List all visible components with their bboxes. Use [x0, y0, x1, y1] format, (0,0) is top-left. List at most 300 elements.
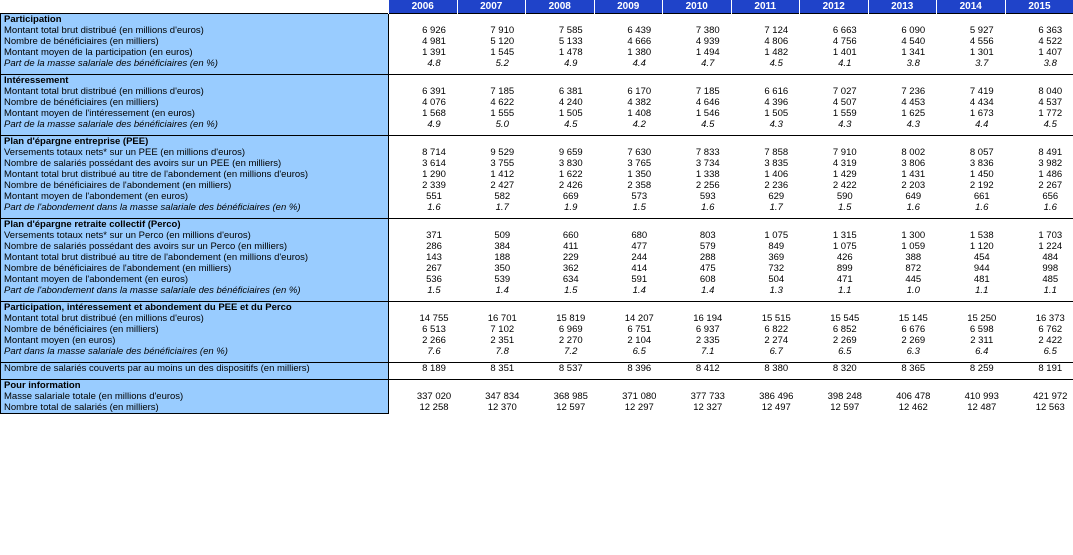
year-header: 2012 [800, 0, 869, 14]
empty-cell [594, 219, 663, 231]
empty-cell [389, 380, 458, 392]
table-row [1, 47, 1073, 58]
value-cell: 410 993 [964, 391, 999, 402]
table-row [1, 252, 1073, 263]
value-cell: 1 059 [901, 241, 926, 252]
value-cell: 12 487 [967, 402, 997, 414]
table-row [1, 363, 1073, 375]
value-cell: 7.1 [701, 346, 715, 357]
row-label: Nombre de bénéficiaires de l'abondement (en milliers) [1, 263, 389, 274]
value-cell: 3 830 [558, 158, 583, 169]
empty-cell [663, 14, 732, 26]
section-title: Plan d'épargne entreprise (PEE) [1, 136, 389, 148]
value-cell: 15 545 [830, 313, 860, 324]
empty-cell [526, 219, 595, 231]
value-cell: 3 836 [969, 158, 994, 169]
value-cell: 2 269 [901, 335, 926, 346]
empty-cell [937, 75, 1006, 87]
value-cell: 398 248 [827, 391, 862, 402]
value-cell: 3.8 [1043, 58, 1057, 69]
value-cell: 2 426 [558, 180, 583, 191]
row-label: Montant moyen de l'intéressement (en euros) [1, 108, 389, 119]
empty-cell [937, 136, 1006, 148]
value-cell: 3 755 [490, 158, 515, 169]
value-cell: 12 462 [898, 402, 928, 414]
value-cell: 8 380 [731, 363, 800, 375]
value-cell: 8 714 [422, 147, 446, 158]
value-cell: 471 [836, 274, 853, 285]
value-cell: 16 194 [693, 313, 723, 324]
value-cell: 1 315 [832, 230, 857, 241]
empty-cell [663, 136, 732, 148]
value-cell: 384 [494, 241, 511, 252]
value-cell: 4 806 [764, 36, 789, 47]
empty-cell [389, 14, 458, 26]
value-cell: 551 [426, 191, 442, 202]
value-cell: 8 491 [1038, 147, 1063, 158]
table-row [1, 158, 1073, 169]
row-label: Nombre de salariés possédant des avoirs sur un PEE (en milliers) [1, 158, 389, 169]
value-cell: 377 733 [690, 391, 725, 402]
value-cell: 1 622 [558, 169, 583, 180]
value-cell: 4 537 [1038, 97, 1063, 108]
value-cell: 3 835 [764, 158, 789, 169]
value-cell: 680 [631, 230, 648, 241]
empty-cell [526, 14, 595, 26]
value-cell: 629 [768, 191, 785, 202]
table-body [1, 14, 1073, 414]
value-cell: 7 585 [558, 25, 583, 36]
value-cell: 477 [631, 241, 648, 252]
empty-cell [800, 136, 869, 148]
empty-cell [526, 380, 595, 392]
value-cell: 1 486 [1038, 169, 1063, 180]
value-cell: 6 663 [832, 25, 857, 36]
row-label: Nombre de bénéficiaires de l'abondement (en milliers) [1, 180, 389, 191]
empty-cell [1005, 14, 1073, 26]
value-cell: 15 250 [967, 313, 997, 324]
year-header: 2014 [937, 0, 1006, 14]
value-cell: 1.3 [769, 285, 783, 296]
value-cell: 8 537 [526, 363, 595, 375]
empty-cell [457, 219, 526, 231]
value-cell: 4 756 [832, 36, 857, 47]
value-cell: 1 300 [901, 230, 926, 241]
empty-cell [594, 14, 663, 26]
value-cell: 4 434 [969, 97, 994, 108]
value-cell: 2 427 [490, 180, 515, 191]
value-cell: 1 380 [627, 47, 652, 58]
value-cell: 1 494 [695, 47, 720, 58]
value-cell: 3 614 [422, 158, 446, 169]
value-cell: 1.5 [564, 285, 578, 296]
value-cell: 2 266 [422, 335, 446, 346]
section-title: Pour information [1, 380, 389, 392]
value-cell: 3 982 [1038, 158, 1063, 169]
value-cell: 1 224 [1038, 241, 1063, 252]
value-cell: 1.7 [769, 202, 783, 213]
value-cell: 582 [494, 191, 511, 202]
value-cell: 6 363 [1038, 25, 1063, 36]
value-cell: 573 [631, 191, 648, 202]
value-cell: 539 [494, 274, 511, 285]
row-label: Nombre de salariés possédant des avoirs sur un Perco (en milliers) [1, 241, 389, 252]
value-cell: 2 274 [764, 335, 789, 346]
value-cell: 1 555 [490, 108, 515, 119]
value-cell: 4.5 [564, 119, 578, 130]
row-label: Montant total brut distribué au titre de l'abondement (en millions d'euros) [1, 169, 389, 180]
value-cell: 1.4 [701, 285, 715, 296]
value-cell: 4 453 [901, 97, 926, 108]
value-cell: 4.9 [564, 58, 578, 69]
value-cell: 6 090 [901, 25, 926, 36]
value-cell: 8 320 [800, 363, 869, 375]
value-cell: 1 505 [558, 108, 583, 119]
value-cell: 732 [768, 263, 785, 274]
empty-cell [800, 14, 869, 26]
section-title-row [1, 14, 1073, 26]
value-cell: 229 [562, 252, 579, 263]
value-cell: 371 080 [622, 391, 657, 402]
value-cell: 8 365 [868, 363, 937, 375]
value-cell: 608 [699, 274, 716, 285]
table-row [1, 335, 1073, 346]
value-cell: 347 834 [485, 391, 520, 402]
row-label: Nombre de bénéficiaires (en milliers) [1, 97, 389, 108]
value-cell: 1.7 [495, 202, 509, 213]
year-header: 2013 [868, 0, 937, 14]
value-cell: 1 301 [969, 47, 994, 58]
section-title: Participation [1, 14, 389, 26]
value-cell: 475 [699, 263, 716, 274]
value-cell: 3 734 [695, 158, 720, 169]
value-cell: 6 926 [422, 25, 446, 36]
row-label: Part de la masse salariale des bénéficiaires (en %) [1, 119, 389, 130]
value-cell: 5.0 [495, 119, 509, 130]
value-cell: 6.5 [632, 346, 646, 357]
value-cell: 4.5 [701, 119, 715, 130]
value-cell: 1.5 [427, 285, 441, 296]
empty-cell [594, 136, 663, 148]
row-label: Part de l'abondement dans la masse salariale des bénéficiaires (en %) [1, 285, 389, 296]
value-cell: 5 927 [969, 25, 994, 36]
value-cell: 6 513 [422, 324, 446, 335]
empty-cell [868, 14, 937, 26]
value-cell: 4.4 [975, 119, 989, 130]
value-cell: 649 [905, 191, 922, 202]
table-header [1, 0, 1073, 14]
value-cell: 1 120 [969, 241, 994, 252]
value-cell: 998 [1042, 263, 1059, 274]
value-cell: 2 422 [1038, 335, 1063, 346]
value-cell: 8 396 [594, 363, 663, 375]
value-cell: 2 311 [970, 335, 994, 346]
table-row [1, 274, 1073, 285]
value-cell: 244 [631, 252, 648, 263]
table-row [1, 263, 1073, 274]
value-cell: 1.4 [632, 285, 646, 296]
value-cell: 2 236 [764, 180, 789, 191]
value-cell: 6 439 [627, 25, 652, 36]
value-cell: 4 939 [695, 36, 720, 47]
value-cell: 1.1 [1043, 285, 1057, 296]
table-row [1, 36, 1073, 47]
empty-cell [389, 136, 458, 148]
value-cell: 4 240 [558, 97, 583, 108]
row-label: Nombre de salariés couverts par au moins un des dispositifs (en milliers) [1, 363, 389, 375]
value-cell: 1 401 [832, 47, 857, 58]
value-cell: 1 429 [832, 169, 857, 180]
value-cell: 1 673 [969, 108, 994, 119]
value-cell: 1 703 [1038, 230, 1063, 241]
value-cell: 288 [699, 252, 716, 263]
value-cell: 6 751 [627, 324, 652, 335]
value-cell: 944 [973, 263, 990, 274]
value-cell: 6 598 [969, 324, 994, 335]
empty-cell [868, 302, 937, 314]
value-cell: 8 412 [663, 363, 732, 375]
value-cell: 12 597 [556, 402, 586, 414]
value-cell: 406 478 [896, 391, 931, 402]
value-cell: 6 762 [1038, 324, 1063, 335]
value-cell: 6.5 [838, 346, 852, 357]
value-cell: 1 568 [422, 108, 446, 119]
value-cell: 7 236 [901, 86, 926, 97]
empty-cell [731, 136, 800, 148]
value-cell: 1.1 [838, 285, 852, 296]
empty-cell [457, 75, 526, 87]
table-row [1, 180, 1073, 191]
value-cell: 660 [562, 230, 579, 241]
value-cell: 5.2 [495, 58, 509, 69]
value-cell: 7.6 [427, 346, 441, 357]
empty-cell [937, 302, 1006, 314]
value-cell: 1 478 [558, 47, 583, 58]
year-header: 2011 [731, 0, 800, 14]
value-cell: 286 [426, 241, 442, 252]
section-title: Plan d'épargne retraite collectif (Perco) [1, 219, 389, 231]
row-label: Part dans la masse salariale des bénéficiaires (en %) [1, 346, 389, 357]
value-cell: 421 972 [1033, 391, 1068, 402]
row-label: Versements totaux nets* sur un Perco (en millions d'euros) [1, 230, 389, 241]
value-cell: 6 381 [558, 86, 583, 97]
empty-cell [663, 380, 732, 392]
value-cell: 4 666 [627, 36, 652, 47]
value-cell: 1.6 [701, 202, 715, 213]
value-cell: 4.1 [838, 58, 852, 69]
year-header: 2006 [389, 0, 458, 14]
value-cell: 4.3 [838, 119, 852, 130]
value-cell: 4 382 [627, 97, 652, 108]
value-cell: 7 419 [969, 86, 994, 97]
value-cell: 16 373 [1035, 313, 1065, 324]
value-cell: 2 339 [422, 180, 446, 191]
value-cell: 4.8 [427, 58, 441, 69]
value-cell: 669 [562, 191, 579, 202]
value-cell: 593 [699, 191, 716, 202]
empty-cell [663, 302, 732, 314]
value-cell: 1.6 [975, 202, 989, 213]
value-cell: 7 833 [695, 147, 720, 158]
value-cell: 6.4 [975, 346, 989, 357]
value-cell: 4.3 [769, 119, 783, 130]
empty-cell [594, 380, 663, 392]
row-label: Versements totaux nets* sur un PEE (en millions d'euros) [1, 147, 389, 158]
value-cell: 1 538 [969, 230, 994, 241]
value-cell: 509 [494, 230, 511, 241]
table-row [1, 324, 1073, 335]
value-cell: 2 335 [695, 335, 720, 346]
value-cell: 536 [426, 274, 442, 285]
value-cell: 1 075 [832, 241, 857, 252]
value-cell: 12 497 [761, 402, 791, 414]
value-cell: 6 676 [901, 324, 926, 335]
value-cell: 7 910 [490, 25, 515, 36]
value-cell: 7.8 [495, 346, 509, 357]
value-cell: 661 [973, 191, 990, 202]
value-cell: 15 145 [898, 313, 928, 324]
value-cell: 2 203 [901, 180, 926, 191]
empty-cell [457, 14, 526, 26]
value-cell: 634 [562, 274, 579, 285]
value-cell: 481 [973, 274, 990, 285]
value-cell: 454 [973, 252, 990, 263]
row-label: Nombre de bénéficiaires (en milliers) [1, 324, 389, 335]
table-row [1, 202, 1073, 213]
value-cell: 7 185 [490, 86, 515, 97]
value-cell: 849 [768, 241, 785, 252]
section-title-row [1, 75, 1073, 87]
table-row [1, 241, 1073, 252]
value-cell: 7 027 [832, 86, 857, 97]
empty-cell [526, 136, 595, 148]
value-cell: 1 408 [627, 108, 652, 119]
value-cell: 350 [494, 263, 511, 274]
value-cell: 3 765 [627, 158, 652, 169]
value-cell: 4 319 [832, 158, 857, 169]
value-cell: 1.5 [632, 202, 646, 213]
value-cell: 1 559 [832, 108, 857, 119]
value-cell: 6 391 [422, 86, 446, 97]
value-cell: 1 625 [901, 108, 926, 119]
value-cell: 7 910 [832, 147, 857, 158]
empty-cell [457, 136, 526, 148]
value-cell: 2 192 [969, 180, 994, 191]
empty-cell [731, 219, 800, 231]
value-cell: 8 189 [389, 363, 458, 375]
value-cell: 12 597 [830, 402, 860, 414]
row-label: Montant total brut distribué (en millions d'euros) [1, 313, 389, 324]
row-label: Montant total brut distribué (en millions d'euros) [1, 25, 389, 36]
table-row [1, 25, 1073, 36]
value-cell: 6 170 [627, 86, 652, 97]
value-cell: 414 [631, 263, 648, 274]
table-row [1, 119, 1073, 130]
value-cell: 7 630 [627, 147, 652, 158]
empty-cell [1005, 380, 1073, 392]
value-cell: 8 002 [901, 147, 926, 158]
empty-cell [1005, 136, 1073, 148]
value-cell: 8 191 [1005, 363, 1073, 375]
row-label: Part de la masse salariale des bénéficiaires (en %) [1, 58, 389, 69]
empty-cell [457, 380, 526, 392]
value-cell: 4.5 [769, 58, 783, 69]
value-cell: 7 858 [764, 147, 789, 158]
section-title: Participation, intéressement et abondement du PEE et du Perco [1, 302, 389, 314]
section-title: Intéressement [1, 75, 389, 87]
empty-cell [1005, 219, 1073, 231]
table-row [1, 108, 1073, 119]
value-cell: 1 290 [422, 169, 446, 180]
value-cell: 1 545 [490, 47, 515, 58]
row-label: Nombre de bénéficiaires (en milliers) [1, 36, 389, 47]
value-cell: 362 [562, 263, 579, 274]
value-cell: 8 259 [937, 363, 1006, 375]
value-cell: 803 [699, 230, 716, 241]
value-cell: 188 [494, 252, 511, 263]
value-cell: 6 937 [695, 324, 720, 335]
value-cell: 12 297 [624, 402, 654, 414]
value-cell: 267 [426, 263, 442, 274]
value-cell: 1 546 [695, 108, 720, 119]
empty-cell [1005, 75, 1073, 87]
row-label: Montant moyen de l'abondement (en euros) [1, 274, 389, 285]
table-row [1, 58, 1073, 69]
year-header: 2007 [457, 0, 526, 14]
value-cell: 8 057 [969, 147, 994, 158]
value-cell: 426 [836, 252, 853, 263]
value-cell: 2 104 [627, 335, 652, 346]
section-title-row [1, 136, 1073, 148]
value-cell: 12 327 [693, 402, 723, 414]
value-cell: 4 540 [901, 36, 926, 47]
row-label: Montant moyen de l'abondement (en euros) [1, 191, 389, 202]
value-cell: 4 507 [832, 97, 857, 108]
value-cell: 445 [905, 274, 922, 285]
empty-cell [594, 75, 663, 87]
header-corner [1, 0, 389, 14]
value-cell: 14 755 [419, 313, 449, 324]
header-row [1, 0, 1073, 14]
value-cell: 1.9 [564, 202, 578, 213]
value-cell: 1.6 [427, 202, 441, 213]
value-cell: 4 981 [422, 36, 446, 47]
value-cell: 9 659 [558, 147, 583, 158]
value-cell: 1.0 [906, 285, 920, 296]
value-cell: 4 522 [1038, 36, 1063, 47]
table-row [1, 97, 1073, 108]
value-cell: 1 407 [1038, 47, 1063, 58]
value-cell: 12 258 [419, 402, 449, 414]
value-cell: 1.4 [495, 285, 509, 296]
value-cell: 369 [768, 252, 785, 263]
table-row [1, 285, 1073, 296]
value-cell: 6.5 [1043, 346, 1057, 357]
empty-cell [937, 14, 1006, 26]
value-cell: 2 358 [627, 180, 652, 191]
empty-cell [457, 302, 526, 314]
value-cell: 4.2 [632, 119, 646, 130]
empty-cell [800, 219, 869, 231]
empty-cell [868, 380, 937, 392]
value-cell: 16 701 [487, 313, 517, 324]
value-cell: 2 269 [832, 335, 857, 346]
value-cell: 3 806 [901, 158, 926, 169]
value-cell: 6 822 [764, 324, 789, 335]
empty-cell [663, 75, 732, 87]
value-cell: 7 102 [490, 324, 515, 335]
section-title-row [1, 302, 1073, 314]
